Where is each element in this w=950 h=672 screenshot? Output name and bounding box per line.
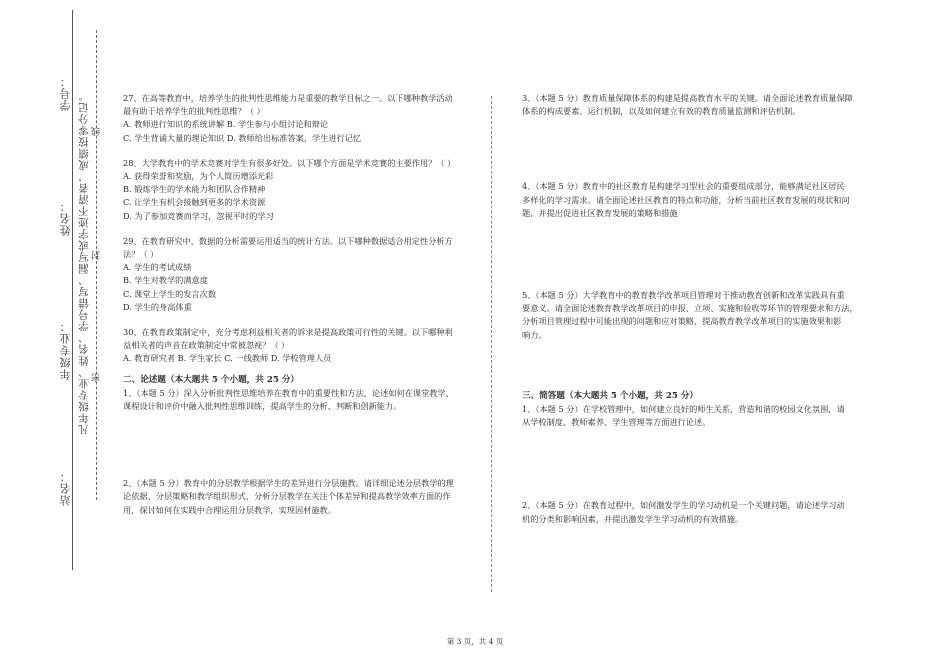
name-label: 姓名： (59, 200, 72, 236)
question-29-option-c: C. 课堂上学生的发言次数 (123, 288, 217, 299)
question-29-option-b: B. 学生对教学的满意度 (123, 275, 208, 286)
question-29-stem-2: 法？（ ） (123, 249, 159, 260)
question-29-stem: 29、在教育研究中，数据的分析需要运用适当的统计方法。以下哪种数据适合用定性分析方 (123, 235, 453, 246)
question-29-option-d: D. 学生的身高体重 (123, 301, 192, 312)
essay-4-line-3: 题，并提出促进社区教育发展的策略和措施 (522, 207, 678, 218)
question-28-stem: 28、大学教育中的学术竞赛对学生有很多好处。以下哪个方面是学术竞赛的主要作用？（ ） (123, 157, 456, 168)
seal-mark: 密 (92, 372, 102, 382)
binding-margin (0, 0, 110, 672)
short-2-line-2: 机的分类和影响因素，并提出激发学生学习动机的有效措施。 (522, 513, 744, 524)
essay-3-line-2: 体系的构成要素、运行机制，以及如何建立有效的教育质量监测和评估机制。 (522, 106, 801, 117)
student-id-label: 学号： (59, 75, 72, 111)
column-divider (491, 96, 492, 592)
essay-5-line-1: 5、（本题 5 分）大学教育中的教育教学改革项目管理对于推动教育创新和改革实践具有重 (522, 290, 845, 301)
question-28-option-c: C. 让学生有机会接触到更多的学术资源 (123, 197, 266, 208)
section-3-title: 三、简答题（本大题共 5 个小题，共 25 分） (522, 390, 699, 401)
question-28-option-a: A. 获得荣誉和奖励，为个人简历增添光彩 (123, 171, 274, 182)
essay-question-1 (123, 387, 465, 413)
essay-2-line-2: 论依据、分层策略和教学组织形式，分析分层教学在关注个体差异和提高教学效率方面的作 (123, 491, 451, 502)
essay-question-4 (522, 180, 860, 220)
school-label: 站名： (59, 470, 72, 506)
short-1-line-2: 从学校制度、教师素养、学生管理等方面进行论述。 (522, 417, 711, 428)
question-28-option-d: D. 为了参加竞赛而学习，忽视平时的学习 (123, 210, 274, 221)
binding-notice: 凡年级专业、姓名、学号错写、漏写或字迹不清者，成绩按零分记。 (78, 90, 90, 435)
short-2-line-1: 2、（本题 5 分）在教育过程中，如何激发学生的学习动机是一个关键问题，请论述学习动 (522, 500, 845, 511)
essay-question-5 (522, 289, 860, 342)
question-30-stem: 30、在教育政策制定中，充分考虑利益相关者的诉求是提高政策可行性的关键。以下哪种利 (123, 327, 453, 338)
essay-1-line-1: 1、（本题 5 分）深入分析批判性思维培养在教育中的重要性和方法，论述如何在课堂教学、 (123, 387, 454, 398)
question-28-option-b: B. 锻炼学生的学术能力和团队合作精神 (123, 184, 266, 195)
short-answer-1 (522, 403, 860, 429)
question-30 (123, 326, 465, 366)
question-29 (123, 235, 465, 314)
essay-5-line-3: 分析项目管理过程中可能出现的问题和应对策略，提高教育教学改革项目的实施效果和影 (522, 316, 842, 327)
essay-1-line-2: 课程设计和评价中融入批判性思维训练，提高学生的分析、判断和创新能力。 (123, 401, 402, 412)
essay-3-line-1: 3、（本题 5 分）教育质量保障体系的构建是提高教育水平的关键。请全面论述教育质量保障 (522, 93, 853, 103)
question-30-options: A. 教育研究者 B. 学生家长 C. 一线教师 D. 学校管理人员 (123, 353, 332, 364)
section-2-title: 二、论述题（本大题共 5 个小题，共 25 分） (123, 374, 300, 385)
binding-dashed-line (96, 30, 97, 500)
essay-2-line-1: 2、（本题 5 分）教育中的分层教学根据学生的差异进行分层施教。请详细论述分层教学的理 (123, 478, 454, 489)
question-27-stem-2: 最有助于培养学生的批判性思维？（ ） (123, 106, 265, 117)
essay-question-3 (522, 92, 860, 118)
xian-mark: 线 (92, 126, 102, 136)
question-29-option-a: A. 学生的考试成绩 (123, 262, 192, 273)
essay-4-line-1: 4、（本题 5 分）教育中的社区教育是构建学习型社会的重要组成部分，能够满足社区居民 (522, 181, 845, 192)
essay-5-line-2: 要意义。请全面论述教育教学改革项目的申报、立项、实施和验收等环节的管理要求和方法， (522, 303, 858, 314)
essay-4-line-2: 多样化的学习需求。请全面论述社区教育的特点和功能，分析当前社区教育发展的现状和问 (522, 194, 850, 205)
essay-question-2 (123, 477, 465, 517)
essay-5-line-4: 响力。 (522, 329, 547, 340)
short-1-line-1: 1、（本题 5 分）在学校管理中，如何建立良好的师生关系，营造和谐的校园文化氛围，请 (522, 404, 845, 415)
page-footer: 第 3 页，共 4 页 (446, 637, 504, 646)
grade-major-label: 年级专业： (59, 320, 72, 380)
left-column (123, 92, 465, 517)
question-28 (123, 157, 465, 223)
question-27-stem: 27、在高等教育中，培养学生的批判性思维能力是重要的教学目标之一。以下哪种教学活动 (123, 93, 453, 103)
question-30-stem-2: 益相关者的声音在政策制定中常被忽视？（ ） (123, 340, 290, 351)
question-27 (123, 92, 465, 145)
essay-2-line-3: 用，探讨如何在实践中合理运用分层教学，实现因材施教。 (123, 504, 336, 515)
question-27-options-cd: C. 学生背诵大量的理论知识 D. 教师给出标准答案，学生进行记忆 (123, 132, 362, 143)
short-answer-2 (522, 499, 860, 525)
right-column (522, 92, 860, 526)
feng-mark: 封 (92, 250, 102, 260)
question-27-options-ab: A. 教师进行知识的系统讲解 B. 学生参与小组讨论和辩论 (123, 119, 329, 130)
